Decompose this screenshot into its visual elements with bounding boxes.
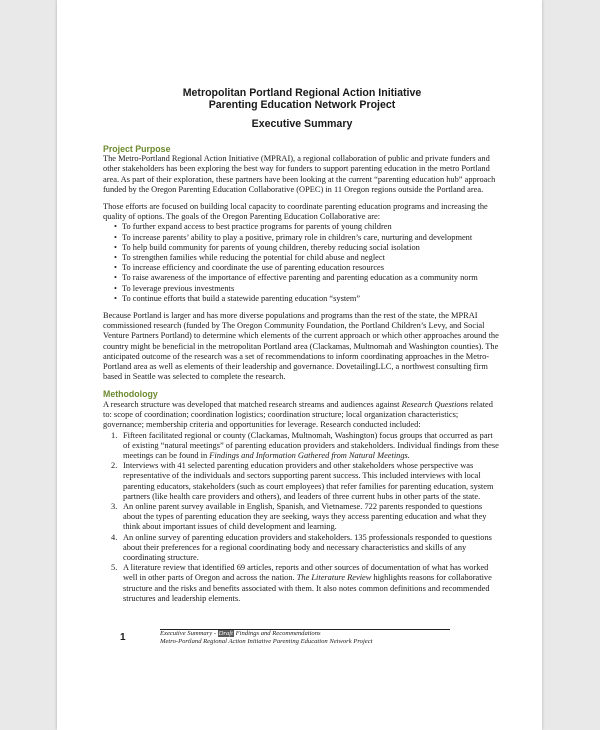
- goal-item: • To increase efficiency and coordinate the use of parenting education resources: [115, 263, 501, 273]
- methodology-item: [111, 501, 501, 533]
- draft-highlight: Draft: [218, 630, 233, 637]
- goal-item: • To raise awareness of the importance of effective parenting and parenting education as a community norm: [115, 273, 501, 283]
- document-subtitle: Executive Summary: [251, 117, 353, 130]
- methodology-item: [111, 532, 501, 564]
- goal-item: • To leverage previous investments: [115, 284, 501, 294]
- section-heading-methodology: Methodology: [103, 389, 158, 400]
- item-text: Interviews with 41 selected parenting education providers and other stakeholders whose perspective was representative of the individuals and sectors supporting parent success. This included interviews with local parenting educators, stakeholders (such as court employees) that refer families for parenting education, system partners (like health care providers and others), and leaders of three current hubs in other parts of the state.: [123, 461, 494, 501]
- item-number: 5.: [111, 563, 118, 573]
- item-text: An online parent survey available in English, Spanish, and Vietnamese. 722 parents responded to questions about the types of parenting education they are seeking, ways they access parenting education and what they think about important issues of child development and learning.: [123, 501, 487, 532]
- goal-item: • To continue efforts that build a statewide parenting education “system”: [115, 294, 501, 304]
- goal-item: • To increase parents’ ability to play a positive, primary role in children’s care, nurturing and development: [115, 233, 501, 243]
- methodology-item: [111, 430, 501, 462]
- footer-line-2: Metro-Portland Regional Action Initiative Parenting Education Network Project: [160, 638, 373, 646]
- document-title-line2: Parenting Education Network Project: [208, 99, 396, 112]
- methodology-item: [111, 563, 501, 604]
- footer-line-1: [160, 630, 492, 638]
- purpose-paragraph-3: Because Portland is larger and has more diverse populations and programs than the rest of the state, the MPRAI commissioned research (funded by The Oregon Community Foundation, the Portland Children’s Levy, and Social Venture Partners Portland) to determine which elements of the current approach or which other approaches around the country might be beneficial in the metropolitan Portland area (Clackamas, Multnomah and Washington counties). The anticipated outcome of the research was a set of recommendations to inform coordinating approaches in the Metro-Portland area as well as elements of their leadership and governance. DovetailingLLC, a northwest consulting firm based in Seattle was selected to complete the research.: [103, 311, 499, 382]
- item-text: An online survey of parenting education providers and stakeholders. 135 professionals responded to questions about their preferences for a regional coordinating body and necessary characteristics and skills of any coordinating structure.: [123, 532, 492, 562]
- document-page: [57, 0, 542, 730]
- page-number: 1: [120, 632, 126, 643]
- goals-list: [103, 222, 501, 304]
- goal-item: • To further expand access to best practice programs for parents of young children: [115, 222, 501, 232]
- purpose-paragraph-1: The Metro-Portland Regional Action Initiative (MPRAI), a regional collaboration of public and private funders and other stakeholders has been exploring the best way for funders to support parenting education in the metro Portland area. As part of their exploration, these partners have been looking at the current “parenting education hub” approach funded by the Oregon Parenting Education Collaborative (OPEC) in 11 Oregon regions outside the Portland area.: [103, 154, 496, 194]
- item-emphasis: The Literature Review: [296, 573, 372, 583]
- item-text: highlights reasons for collaborative structure and the risks and benefits associated with them. It also notes common definitions and recommended structures and leadership elements.: [123, 573, 492, 603]
- item-text: Fifteen facilitated regional or county (Clackamas, Multnomah, Washington) focus groups that occurred as part of existing “natural meetings” of parenting education providers and stakeholders. Individual findings from these meetings can be found in: [123, 430, 499, 460]
- document-title-line1: Metropolitan Portland Regional Action Initiative: [182, 87, 422, 99]
- footer-text: Findings and Recommendations: [233, 630, 321, 637]
- item-number: 1.: [111, 430, 118, 440]
- document-content: [103, 87, 501, 604]
- methodology-intro-text: A research structure was developed that matched research streams and audiences against: [103, 399, 402, 409]
- item-number: 3.: [111, 501, 118, 511]
- item-number: 4.: [111, 532, 118, 542]
- section-heading-project-purpose: Project Purpose: [103, 143, 171, 154]
- methodology-intro-text: related to: scope of coordination; coordination logistics; coordination structure; local organization characteristics; governance; membership criteria and opportunities for leverage. Research conducted included:: [103, 399, 493, 430]
- item-emphasis: Findings and Information Gathered from Natural Meetings.: [209, 450, 410, 460]
- methodology-intro-emphasis: Research Questions: [401, 399, 469, 409]
- footer-text: Executive Summary -: [160, 630, 218, 637]
- purpose-paragraph-2: Those efforts are focused on building local capacity to coordinate parenting education programs and increasing the quality of options. The goals of the Oregon Parenting Education Collaborative are:: [103, 202, 488, 222]
- item-text: A literature review that identified 69 articles, reports and other sources of documentation of what has worked well in other parts of Oregon and across the nation.: [123, 563, 489, 583]
- methodology-item: [111, 461, 501, 502]
- page-footer: [112, 629, 492, 647]
- methodology-list: [103, 431, 501, 604]
- methodology-intro: [103, 400, 501, 431]
- goal-item: • To strengthen families while reducing the potential for child abuse and neglect: [115, 253, 501, 263]
- goal-item: • To help build community for parents of young children, thereby reducing social isolation: [115, 243, 501, 253]
- item-number: 2.: [111, 461, 118, 471]
